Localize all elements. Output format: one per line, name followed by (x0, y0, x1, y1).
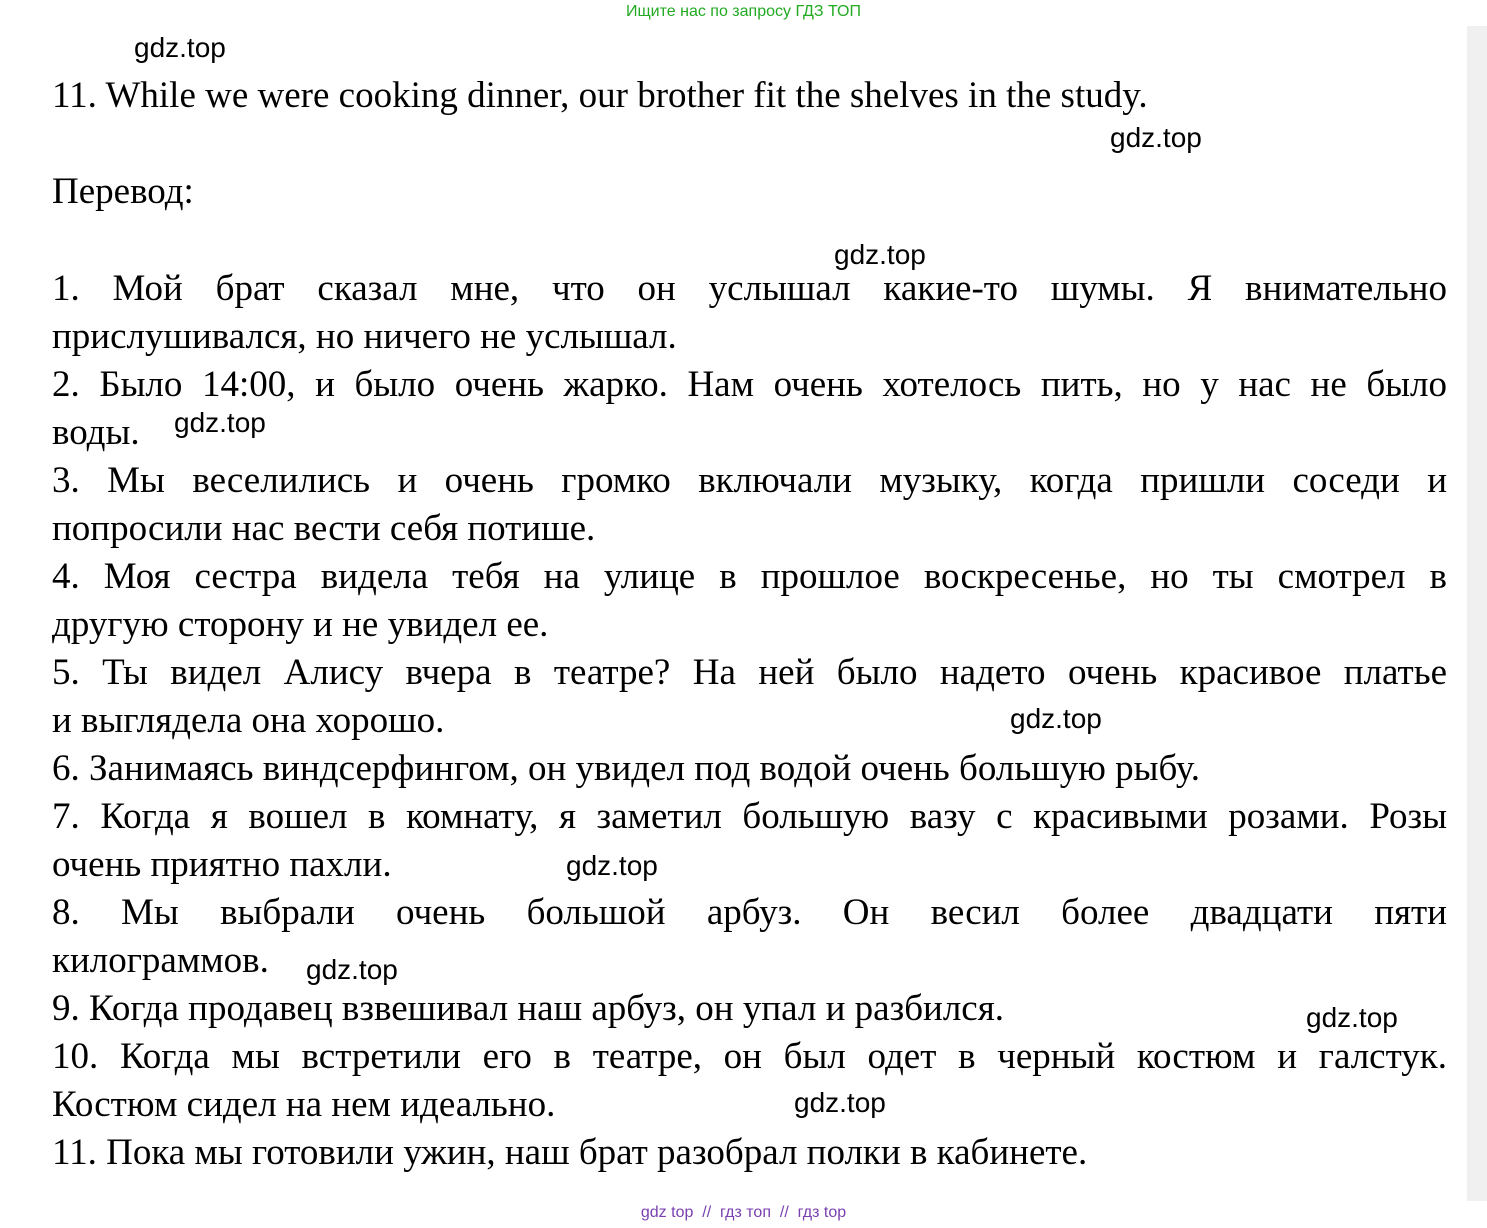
translation-item-3-line-1: 3. Мы веселились и очень громко включали музыку, когда пришли соседи и (52, 460, 1447, 501)
footer-links[interactable]: gdz top // гдз топ // гдз top (640, 1204, 847, 1221)
watermark: gdz.top (794, 1087, 886, 1118)
english-sentence-11: 11. While we were cooking dinner, our brother fit the shelves in the study. (52, 75, 1148, 116)
translation-item-1-line-1: 1. Мой брат сказал мне, что он услышал какие-то шумы. Я внимательно (52, 268, 1447, 309)
translation-item-5-line-1: 5. Ты видел Алису вчера в театре? На ней было надето очень красивое платье (52, 652, 1447, 693)
translation-item-10-line-1: 10. Когда мы встретили его в театре, он был одет в черный костюм и галстук. (52, 1036, 1447, 1077)
translation-item-9: 9. Когда продавец взвешивал наш арбуз, он упал и разбился. (52, 988, 1004, 1029)
watermark: gdz.top (306, 954, 398, 985)
translation-item-8-line-1: 8. Мы выбрали очень большой арбуз. Он весил более двадцати пяти (52, 892, 1447, 933)
translation-item-2-line-2: воды. (52, 412, 140, 453)
translation-item-1-line-2: прислушивался, но ничего не услышал. (52, 316, 677, 357)
watermark: gdz.top (1010, 703, 1102, 734)
top-banner[interactable]: Ищите нас по запросу ГДЗ ТОП (626, 3, 861, 20)
translation-item-10-line-2: Костюм сидел на нем идеально. (52, 1084, 556, 1125)
watermark: gdz.top (566, 850, 658, 881)
watermark: gdz.top (834, 239, 926, 270)
translation-item-8-line-2: килограммов. (52, 940, 269, 981)
watermark: gdz.top (134, 32, 226, 63)
translation-item-5-line-2: и выглядела она хорошо. (52, 700, 445, 741)
watermark: gdz.top (174, 407, 266, 438)
translation-item-3-line-2: попросили нас вести себя потише. (52, 508, 596, 549)
translation-item-11: 11. Пока мы готовили ужин, наш брат разобрал полки в кабинете. (52, 1132, 1088, 1173)
translation-heading: Перевод: (52, 171, 194, 212)
watermark: gdz.top (1306, 1002, 1398, 1033)
translation-item-2-line-1: 2. Было 14:00, и было очень жарко. Нам очень хотелось пить, но у нас не было (52, 364, 1447, 405)
scrollbar-track[interactable] (1467, 26, 1487, 1201)
translation-item-7-line-2: очень приятно пахли. (52, 844, 392, 885)
translation-item-4-line-1: 4. Моя сестра видела тебя на улице в прошлое воскресенье, но ты смотрел в (52, 556, 1447, 597)
translation-item-7-line-1: 7. Когда я вошел в комнату, я заметил большую вазу с красивыми розами. Розы (52, 796, 1447, 837)
translation-item-6: 6. Занимаясь виндсерфингом, он увидел под водой очень большую рыбу. (52, 748, 1200, 789)
translation-item-4-line-2: другую сторону и не увидел ее. (52, 604, 549, 645)
watermark: gdz.top (1110, 122, 1202, 153)
